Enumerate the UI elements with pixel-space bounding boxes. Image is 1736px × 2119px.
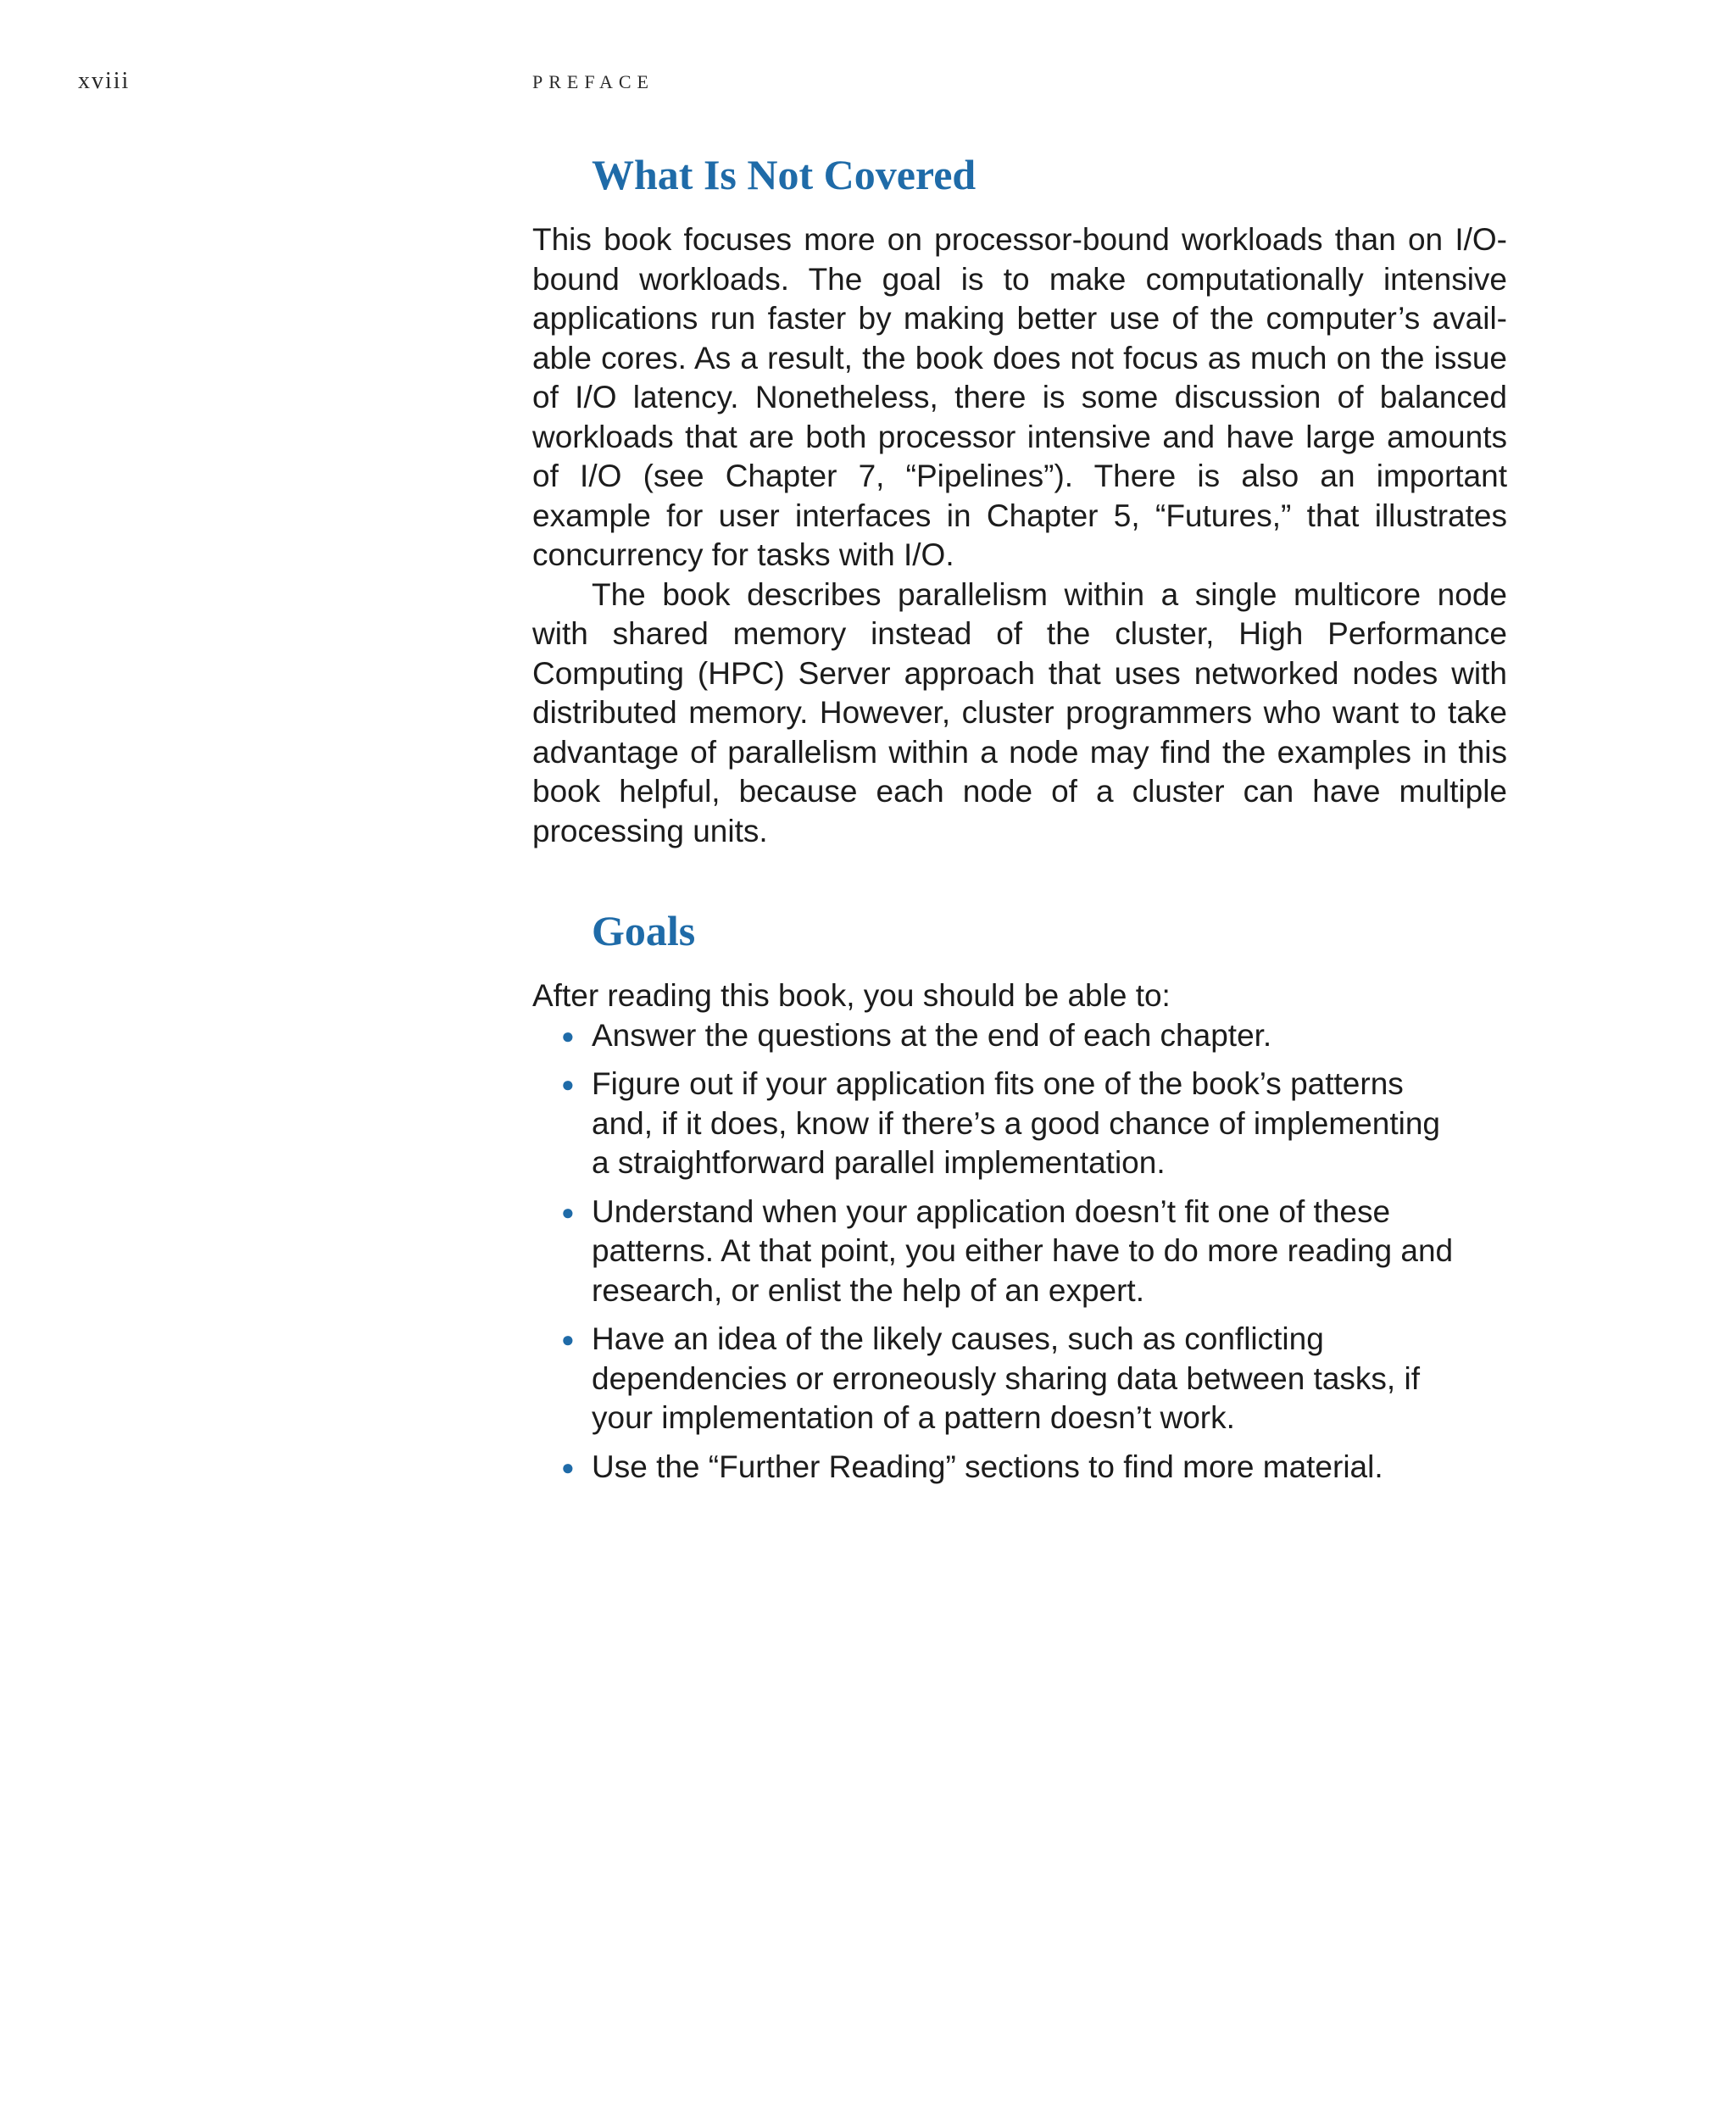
list-item (532, 1065, 1507, 1183)
list-item-text: Figure out if your application fits one of the book’s patterns and, if it does, know if there’s a good chance of implementing a straightforward parallel implementation. (592, 1066, 1440, 1180)
page-body (532, 149, 1507, 1496)
page-number: xviii (78, 68, 131, 94)
section-heading: Goals (592, 907, 696, 954)
list-item-text: Have an idea of the likely causes, such as conflicting dependencies or erroneously sharing data between tasks, if your implementation of a pattern doesn’t work. (592, 1321, 1420, 1435)
list-item-text: Answer the questions at the end of each chapter. (592, 1017, 1272, 1053)
list-item (532, 1320, 1507, 1438)
bullet-icon: ● (561, 1022, 575, 1048)
list-item-text: Understand when your application doesn’t fit one of these patterns. At that point, you either have to do more reading and research, or enlist the help of an expert. (592, 1193, 1454, 1308)
paragraph: The book describes parallelism within a single multicore node with shared memory instead of the cluster, High Performance Computing (HPC) Server approach that uses networked nodes with distributed memory. However, cluster programmers who want to take advantage of parallelism within a node may find the examples in this book helpful, because each node of a cluster can have multiple processing units. (532, 576, 1507, 848)
section-what-is-not-covered (532, 149, 1507, 851)
bullet-icon: ● (561, 1326, 575, 1352)
list-item (532, 1016, 1507, 1056)
running-head (0, 68, 1736, 102)
bullet-icon: ● (561, 1199, 575, 1225)
paragraph: This book focuses more on processor-bound workloads than on I/O-bound workloads. The goal is to make computationally intensive applications run faster by making better use of the computer’s avail-able cores. As a result, the book does not focus as much on the issue of I/O latency. Nonetheless, there is some discussion of balanced workloads that are both processor intensive and have large amounts of I/O (see Chapter 7, “Pipelines”). There is also an important example for user interfaces in Chapter 5, “Futures,” that illustrates concurrency for tasks with I/O. (532, 222, 1507, 572)
bullet-icon: ● (561, 1454, 575, 1480)
section-goals (532, 905, 1507, 1487)
running-title: PREFACE (532, 71, 654, 92)
bullet-icon: ● (561, 1071, 575, 1097)
list-item-text: Use the “Further Reading” sections to find more material. (592, 1449, 1383, 1484)
section-heading: What Is Not Covered (592, 151, 976, 198)
goals-list (532, 1016, 1507, 1488)
list-item (532, 1448, 1507, 1488)
list-item (532, 1193, 1507, 1311)
goals-intro: After reading this book, you should be able to: (532, 978, 1171, 1013)
